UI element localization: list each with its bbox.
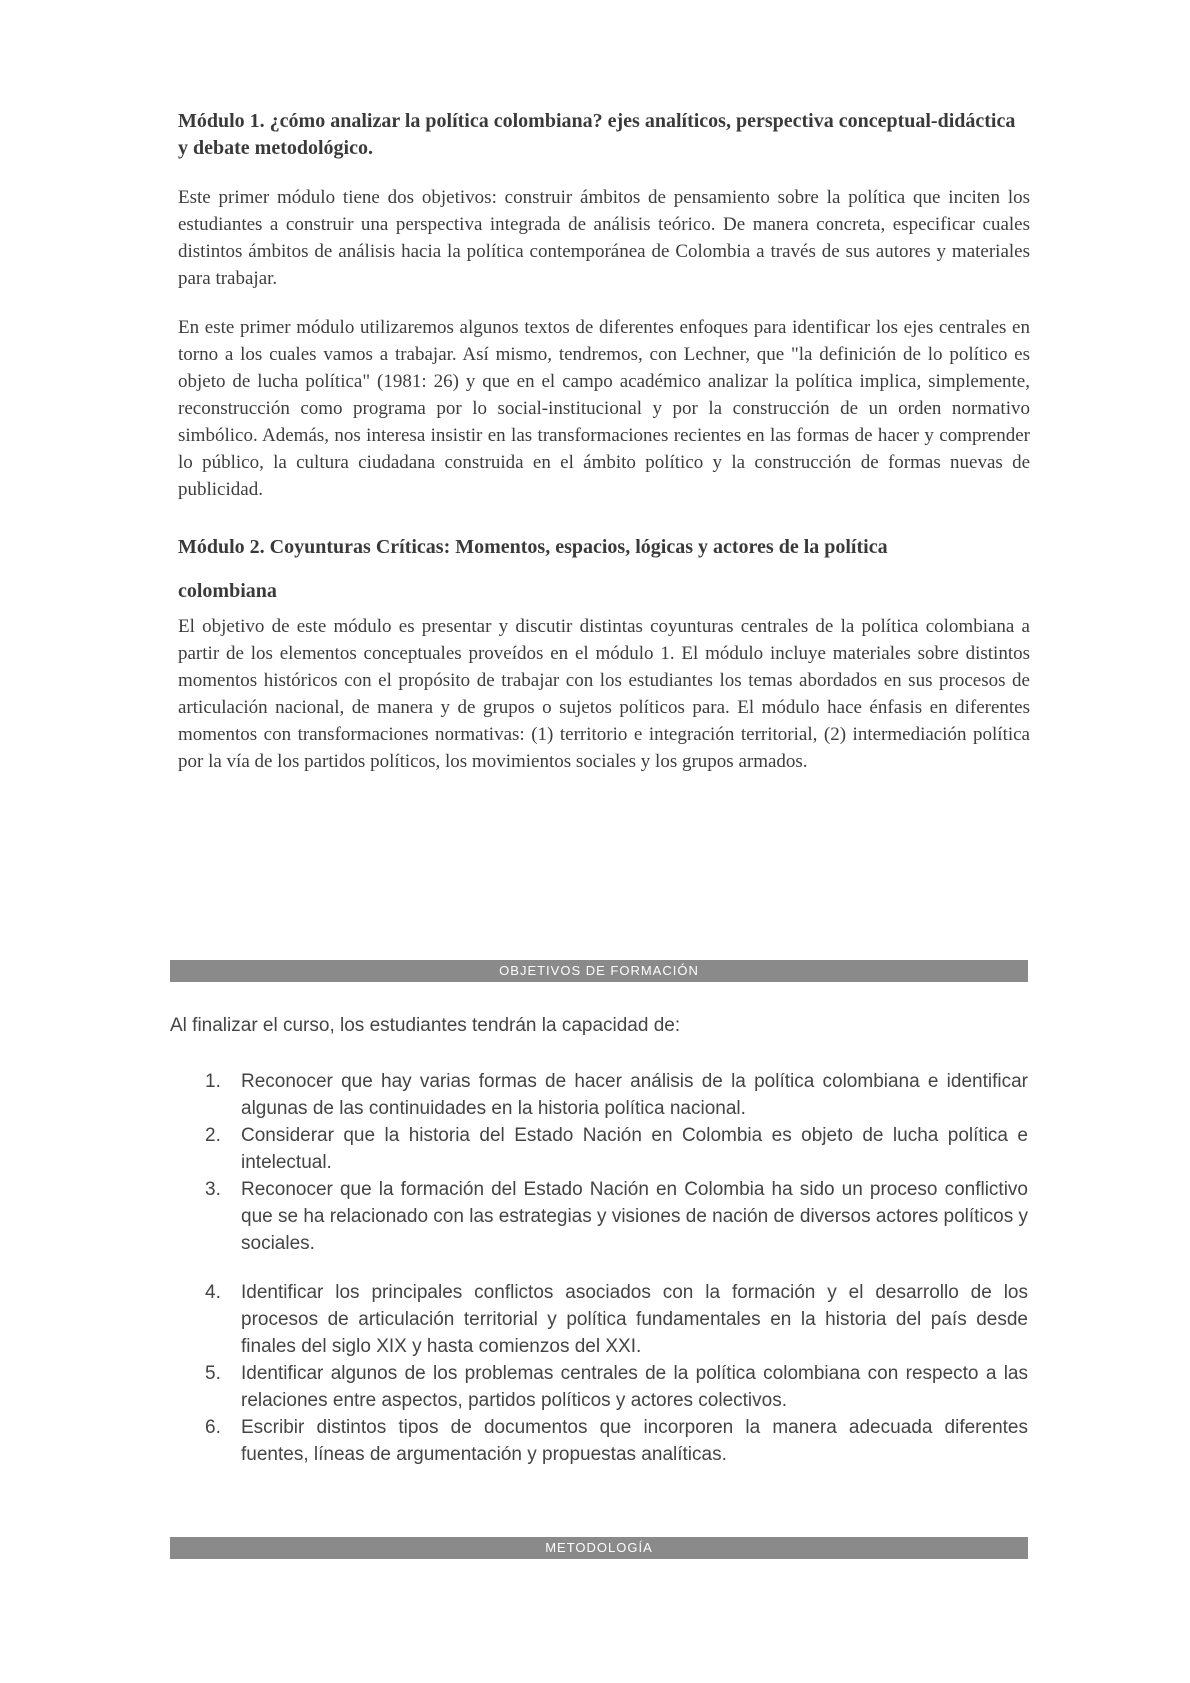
list-item-text: Identificar algunos de los problemas centrales de la política colombiana con respecto a las relaciones entre aspectos, partidos políticos y actores colectivos. (241, 1363, 1028, 1411)
list-item (205, 1414, 1028, 1468)
list-item-number: 2. (205, 1125, 221, 1146)
objectives-section-bar: OBJETIVOS DE FORMACIÓN (170, 960, 1028, 982)
list-item-number: 4. (205, 1282, 221, 1303)
list-item-number: 3. (205, 1179, 221, 1200)
list-item (205, 1068, 1028, 1122)
objectives-list (205, 1068, 1028, 1468)
list-item-text: Reconocer que la formación del Estado Nación en Colombia ha sido un proceso conflictivo que se ha relacionado con las estrategias y visiones de nación de diversos actores políticos y sociales. (241, 1179, 1028, 1254)
list-item (205, 1279, 1028, 1360)
list-item-number: 6. (205, 1417, 221, 1438)
objectives-intro: Al finalizar el curso, los estudiantes tendrán la capacidad de: (170, 1015, 681, 1036)
module1-paragraph-2: En este primer módulo utilizaremos algunos textos de diferentes enfoques para identificar los ejes centrales en torno a los cuales vamos a trabajar. Así mismo, tendremos, con Lechner, que "la definición de lo político es objeto de lucha política" (1981: 26) y que en el campo académico analizar la política implica, simplemente, reconstrucción como programa por lo social-institucional y por la construcción de un orden normativo simbólico. Además, nos interesa insistir en las transformaciones recientes en las formas de hacer y comprender lo público, la cultura ciudadana construida en el ámbito político y la construcción de formas nuevas de publicidad. (178, 317, 1030, 500)
list-item-text: Identificar los principales conflictos asociados con la formación y el desarrollo de los procesos de articulación territorial y política fundamentales en la historia del país desde finales del siglo XIX y hasta comienzos del XXI. (241, 1282, 1028, 1357)
module1-title: Módulo 1. ¿cómo analizar la política colombiana? ejes analíticos, perspectiva conceptual-didáctica y debate metodológico. (178, 110, 1016, 159)
module2-paragraph: El objetivo de este módulo es presentar y discutir distintas coyunturas centrales de la política colombiana a partir de los elementos conceptuales proveídos en el módulo 1. El módulo incluye materiales sobre distintos momentos históricos con el propósito de trabajar con los estudiantes los temas abordados en sus procesos de articulación nacional, de manera y de grupos o sujetos políticos para. El módulo hace énfasis en diferentes momentos con transformaciones normativas: (1) territorio e integración territorial, (2) intermediación política por la vía de los partidos políticos, los movimientos sociales y los grupos armados. (178, 616, 1030, 772)
list-item-text: Considerar que la historia del Estado Nación en Colombia es objeto de lucha política e intelectual. (241, 1125, 1028, 1173)
list-item (205, 1360, 1028, 1414)
list-item-number: 1. (205, 1071, 221, 1092)
module2-title: Módulo 2. Coyunturas Críticas: Momentos, espacios, lógicas y actores de la política colombiana (178, 536, 888, 602)
methodology-section-bar: METODOLOGÍA (170, 1537, 1028, 1559)
list-item-text: Reconocer que hay varias formas de hacer análisis de la política colombiana e identificar algunas de las continuidades en la historia política nacional. (241, 1071, 1028, 1119)
list-item (205, 1122, 1028, 1176)
list-item-text: Escribir distintos tipos de documentos que incorporen la manera adecuada diferentes fuentes, líneas de argumentación y propuestas analíticas. (241, 1417, 1028, 1465)
list-item (205, 1176, 1028, 1257)
list-item-number: 5. (205, 1363, 221, 1384)
module1-paragraph-1: Este primer módulo tiene dos objetivos: construir ámbitos de pensamiento sobre la política que inciten los estudiantes a construir una perspectiva integrada de análisis teórico. De manera concreta, especificar cuales distintos ámbitos de análisis hacia la política contemporánea de Colombia a través de sus autores y materiales para trabajar. (178, 187, 1030, 289)
